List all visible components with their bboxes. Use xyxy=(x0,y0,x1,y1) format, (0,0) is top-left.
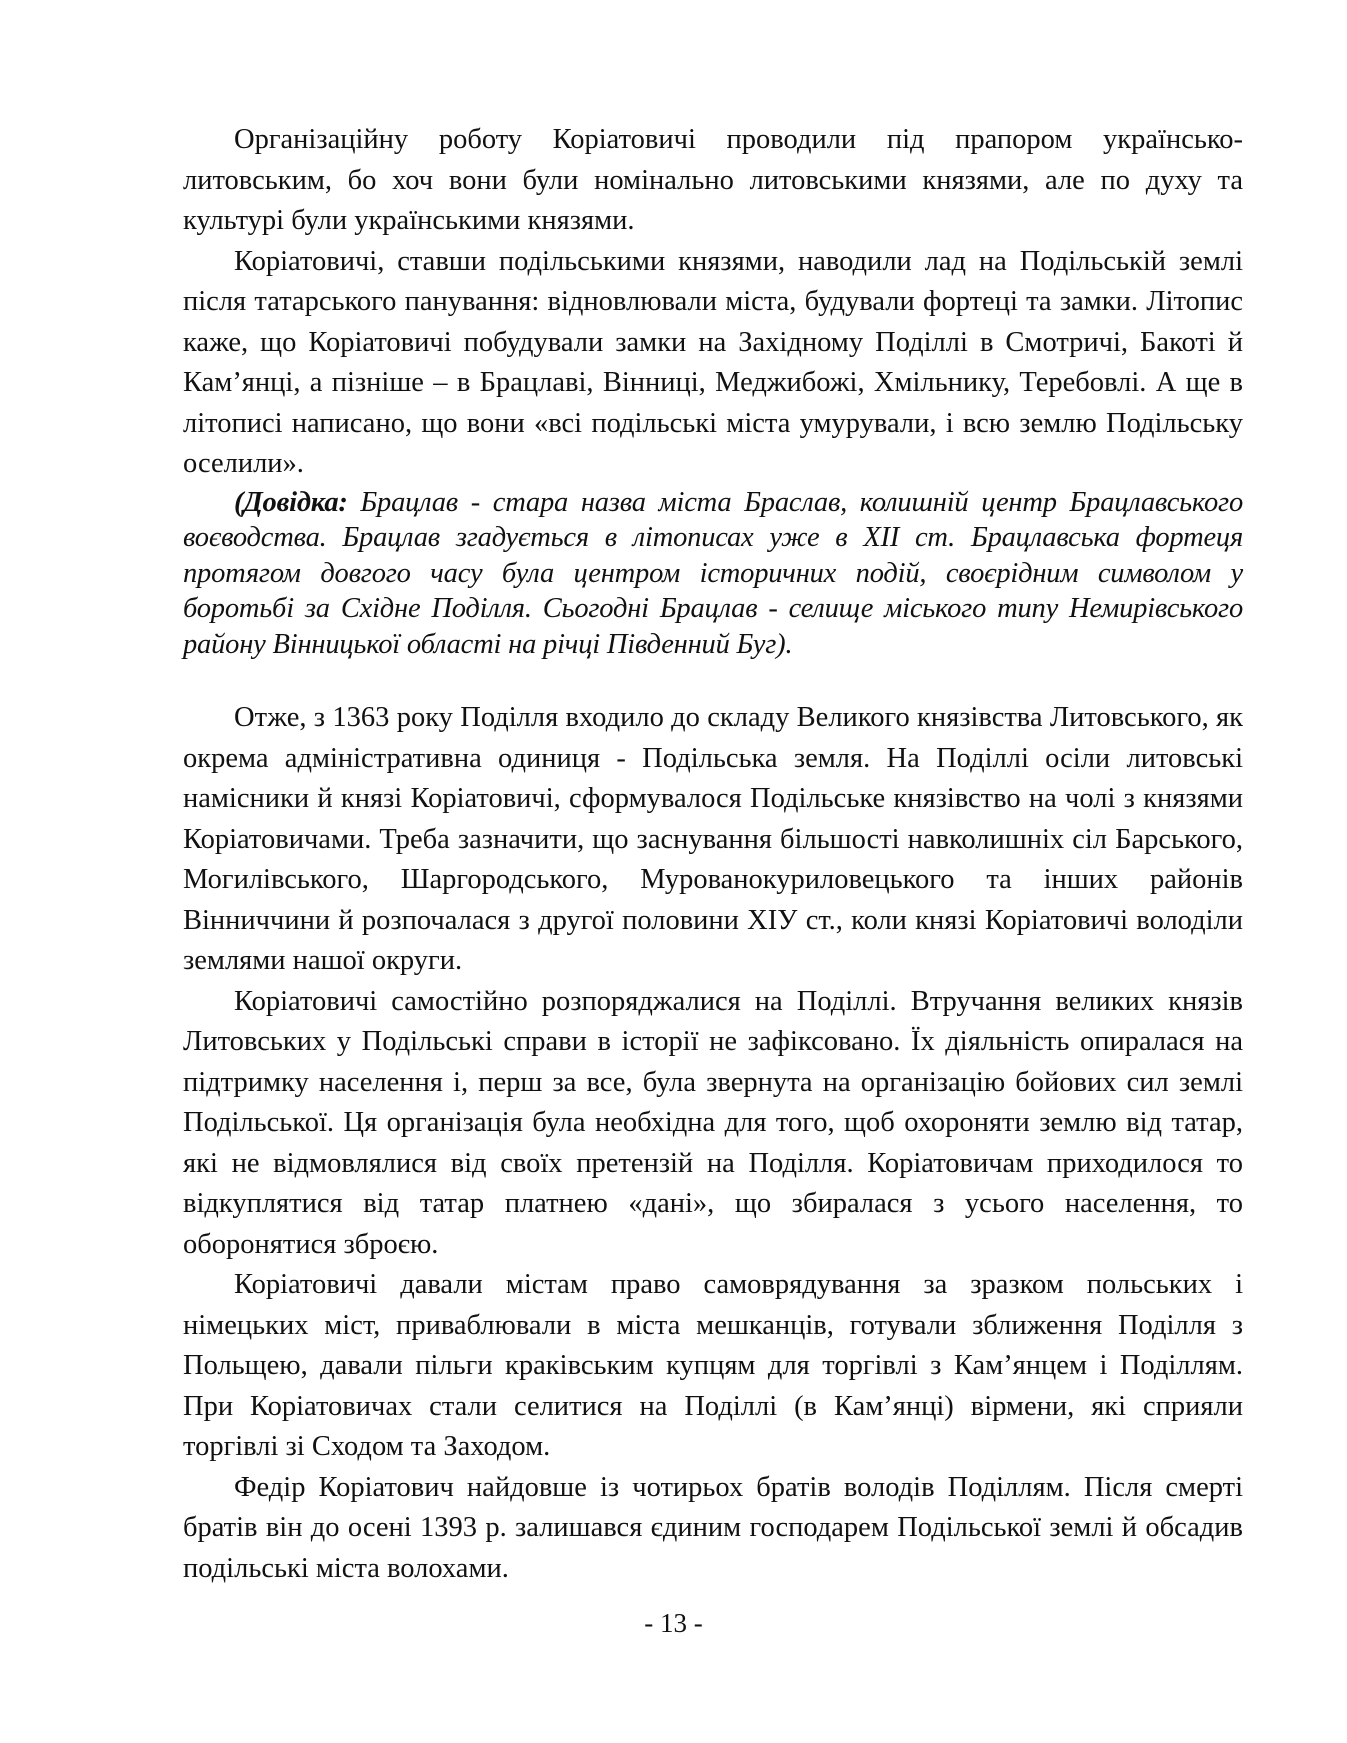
section-gap xyxy=(183,662,1243,698)
paragraph-self-government: Коріатовичі давали містам право самоврядування за зразком польських і німецьких міст, приваблювали в міста мешканців, готували зближення Поділля з Польщею, давали пільги краківським купцям для торгівлі з Кам’янцем і Поділлям. При Коріатовичах стали селитися на Поділлі (в Кам’янці) вірмени, які сприяли торгівлі зі Сходом та Заходом. xyxy=(183,1269,1243,1462)
page-number: - 13 - xyxy=(644,1608,703,1638)
reference-note-label: (Довідка: xyxy=(234,486,348,518)
page-body xyxy=(183,120,1243,1589)
paragraph-organization: Організаційну роботу Коріатовичі проводили під прапором українсько-литовським, бо хоч вони були номінально литовськими князями, але по духу та культурі були українськими князями. xyxy=(183,124,1243,236)
paragraph-castles: Коріатовичі, ставши подільськими князями, наводили лад на Подільській землі після татарського панування: відновлювали міста, будували фортеці та замки. Літопис каже, що Коріатовичі побудували замки на Західному Поділлі в Смотричі, Бакоті й Кам’янці, а пізніше – в Брацлаві, Вінниці, Меджибожі, Хмільнику, Теребовлі. А ще в літописі написано, що вони «всі подільські міста умурували, і всю землю Подільську оселили». xyxy=(183,245,1243,479)
paragraph-fedir: Федір Коріатович найдовше із чотирьох братів володів Поділлям. Після смерті братів він до осені 1393 р. залишався єдиним господарем Подільської землі й обсадив подільські міста волохами. xyxy=(183,1471,1243,1584)
paragraph-independence: Коріатовичі самостійно розпоряджалися на Поділлі. Втручання великих князів Литовських у Подільські справи в історії не зафіксовано. Їх діяльність опиралася на підтримку населення і, перш за все, була звернута на організацію бойових сил землі Подільської. Ця організація була необхідна для того, щоб охороняти землю від татар, які не відмовлялися від своїх претензій на Поділля. Коріатовичам приходилося то відкуплятися від татар платнею «дані», що збиралася з усього населення, то оборонятися зброєю. xyxy=(183,985,1243,1260)
reference-note xyxy=(183,485,1243,663)
paragraph-lithuania: Отже, з 1363 року Поділля входило до складу Великого князівства Литовського, як окрема адміністративна одиниця - Подільська земля. На Поділлі осіли литовські намісники й князі Коріатовичі, сформувалося Подільське князівство на чолі з князями Коріатовичами. Треба зазначити, що заснування більшості навколишніх сіл Барського, Могилівського, Шаргородського, Мурованокуриловецького та інших районів Вінниччини й розпочалася з другої половини XIУ ст., коли князі Коріатовичі володіли землями нашої округи. xyxy=(183,702,1243,976)
reference-note-text: Брацлав - стара назва міста Браслав, колишній центр Брацлавського воєводства. Брацлав згадується в літописах уже в XII ст. Брацлавська фортеця протягом довгого часу була центром історичних подій, своєрідним символом у боротьбі за Східне Поділля. Сьогодні Брацлав - селище міського типу Немирівського району Вінницької області на річці Південний Буг). xyxy=(183,486,1243,660)
